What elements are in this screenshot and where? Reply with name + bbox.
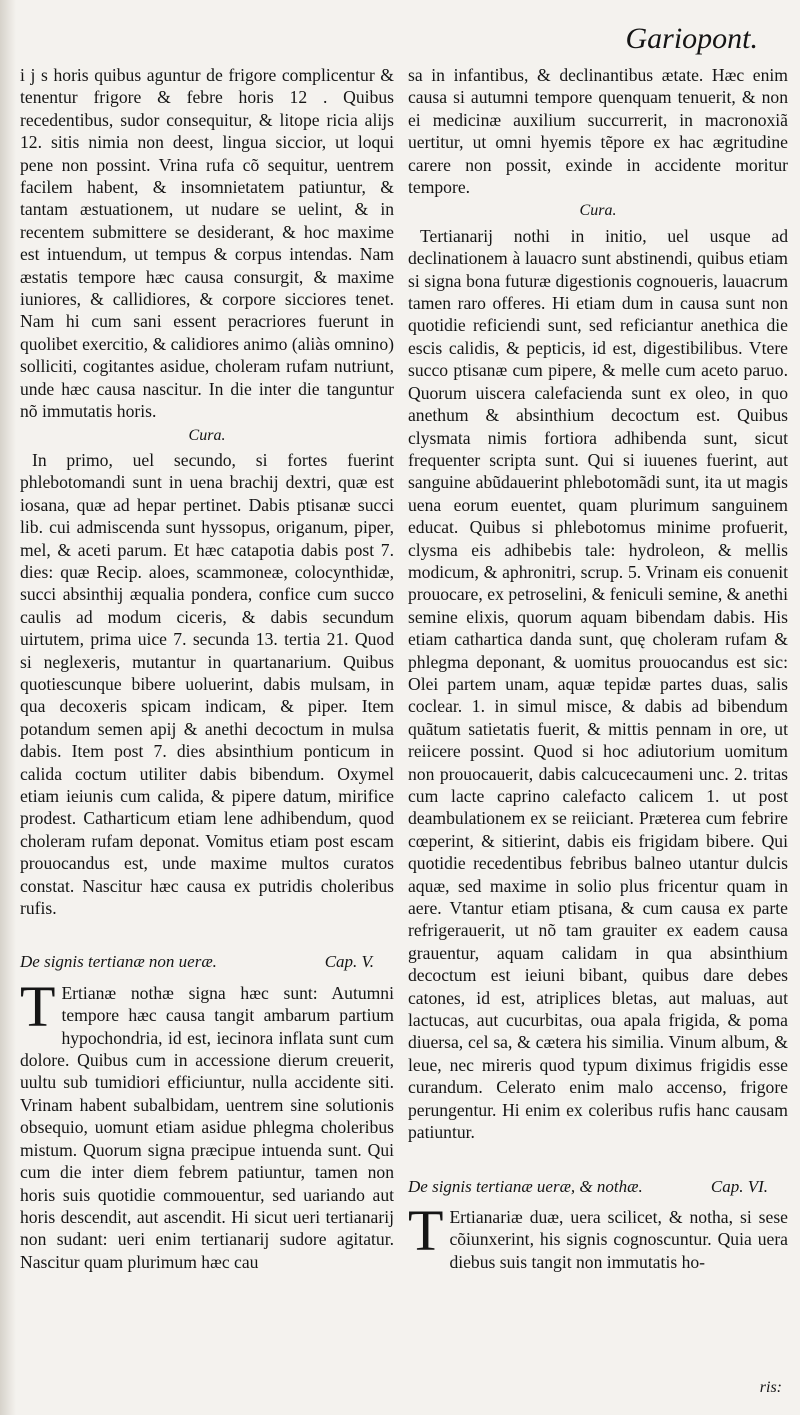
chapter-5-title: De signis tertianæ non ueræ. (20, 952, 217, 972)
drop-cap-letter: T (408, 1197, 444, 1263)
chapter-6-body (408, 1197, 788, 1273)
left-paragraph-1: i j s horis quibus aguntur de frigore complicentur & tenentur frigore & febre horis 12 . Quibus recedentibus, sudor consequitur, & litope ricia alijs 12. sitis nimia non deest, lingua siccior, ut loqui pene non possint. Vrina rufa cõ sequitur, uentrem facilem habent, & insomnietatem patiuntur, & tantam æstuationem, ut nudare se uelint, & in recentem submittere se desiderant, & hoc maxime est intuendum, ut tempus & corpus intendas. Nam æstatis tempore hæc causa consurgit, & maxime iuniores, & callidiores, & corpore sicciores tenet. Nam hi cum sani essent peracriores fuerunt in quolibet exercitio, & calidiores animo (aliàs omnino) solliciti, cogitantes asidue, choleram rufam nutriunt, unde hæc causa nascitur. In die inter die tanguntur nõ immutatis horis. (20, 65, 394, 422)
right-paragraph-3: Ertianariæ duæ, uera scilicet, & notha, si sese cõiunxerint, his signis cognoscuntur. Quia uera diebus suis tangit non immutatis ho- (449, 1206, 788, 1272)
chapter-5-body (20, 973, 394, 1273)
left-paragraph-3: Ertianæ nothæ signa hæc sunt: Autumni tempore hæc causa tangit ambarum partium hypochondria, id est, iecinora inflata sunt cum dolore. Quibus cum in accessione dierum creuerit, uultu sub tumidiori efficiuntur, nulla accidente siti. Vrinam habent subalbidam, uentrem sine solutionis obsequio, uomunt etiam asidue phlegma choleribus mistum. Quorum signa præcipue intuenda sunt. Qui cum die inter diem febrem patiuntur, tamen non horis suis quotidie commouentur, sed uariando aut horis descendit, aut ascendit. Hi sicut ueri tertianarij non sudant: ueri enim tertianarij sudore agitatur. Nascitur quam plurimum hæc cau (20, 982, 394, 1272)
left-column (20, 64, 394, 1273)
drop-cap-letter: T (20, 973, 56, 1039)
page-gutter-shadow (0, 0, 16, 1415)
chapter-5-heading (20, 951, 394, 973)
right-column (408, 64, 788, 1273)
chapter-6-number: Cap. VI. (710, 1176, 768, 1196)
catchword: ris: (759, 1379, 782, 1396)
running-head: Gariopont. (625, 22, 758, 55)
right-cura-heading: Cura. (579, 202, 617, 220)
left-cura-heading: Cura. (188, 426, 226, 444)
left-paragraph-2: In primo, uel secundo, si fortes fuerint phlebotomandi sunt in uena brachij dextri, quæ est iosana, quæ ad hepar pertinet. Dabis ptisanæ succi lib. cui admiscenda sunt hyssopus, origanum, piper, mel, & aceti parum. Et hæc catapotia dabis post 7. dies: quæ Recip. aloes, scammoneæ, colocynthidæ, succi absinthij æqualia pondera, confice cum succo caulis ad modum ciceris, & dabis secundum uirtutem, prima uice 7. secunda 13. tertia 21. Quod si neglexeris, mutantur in quartanarium. Quibus quotiescunque bibere uoluerint, dabis mulsam, in qua decoxeris spicam indicam, & piper. Item potandum semen apij & anethi decoctum in mulsa dabis. Item post 7. dies absinthium ponticum in calida coctum utiliter dabis bibendum. Oxymel etiam ieiunis cum calida, & pipere datum, mirifice prodest. Catharticum etiam lene adhibendum, quod choleram rufam deponat. Vomitus etiam post escam prouocandus est, unde maxime multos curatos constat. Nascitur hæc causa ex putridis choleribus rufis. (20, 449, 394, 919)
right-paragraph-1: sa in infantibus, & declinantibus ætate. Hæc enim causa si autumni tempore quenquam tenuerit, & non ei medicinæ auxilium succurrerit, in macronoxiã uertitur, ut omni hyemis tẽpore ex hac ægritudine carere non possit, exinde in accidente moritur tempore. (408, 65, 788, 198)
chapter-6-title: De signis tertianæ ueræ, & nothæ. (408, 1176, 643, 1196)
right-paragraph-2: Tertianarij nothi in initio, uel usque ad declinationem à lauacro sunt abstinendi, quibus etiam si signa bona futuræ digestionis cognoueris, lauacrum tamen raro offeres. Hi etiam dum in causa sunt non quotidie reficiendi sunt, sed reficiantur anethica die escis calidis, & pepticis, id est, digestibilibus. Vtere succo ptisanæ cum pipere, & melle cum aceto paruo. Quorum uiscera calefacienda sunt ex oleo, in quo anethum & absinthium decoctum est. Quibus clysmata nimis fortiora adhibenda sunt, sicut frequenter scripta sunt. Qui si iuuenes fuerint, aut sanguine abũdauerint phlebotomãdi sunt, ita ut magis uena eorum euentet, quam plurimum sanguinem educat. Quibus si phlebotomus minime profuerit, clysma eis adhibebis tale: hydroleon, & mellis modicum, & aphronitri, scrup. 5. Vrinam eis conuenit prouocare, ex petroselini, & feniculi semine, & anethi semine elixis, quorum aquam bibendam dabis. His etiam cathartica danda sunt, quę choleram rufam & phlegma deponant, & uomitus prouocandus est sic: Olei partem unam, aquæ tepidæ partes duas, salis coclear. 1. in simul misce, & dabis ad bibendum quãtum satietatis fuerit, & mittis pennam in ore, ut reiicere possint. Quod si hoc adiutorium uomitum non prouocauerit, dabis calcucecaumeni unc. 2. tritas cum lacte caprino calefacto calicem 1. ut post deambulationem ex se reiiciant. Præterea cum febrire cœperint, & sitierint, dabis eis frigidam bibere. Qui quotidie recedentibus febribus balneo utantur dulcis aquæ, sed maxime in solio plus fricentur quam in aere. Vtantur etiam ptisana, & cum causa ex parte refrigerauerit, ut nõ tam grauiter ex eadem causa grauentur, aquam calidam in qua absinthium decoctum est ieiuni bibant, quibus dare debes catones, id est, atriplices bletas, aut maluas, aut lactucas, aut cucurbitas, oua apala frigida, & poma diuersa, cel sa, & cætera his similia. Vinum album, & leue, nec mireris quod typum diximus frigidis esse curandum. Celerato enim malo accenso, frigore perungentur. Hi enim ex coleribus rufis hanc causam patiuntur. (408, 225, 788, 1143)
chapter-5-number: Cap. V. (324, 952, 374, 972)
chapter-6-heading (408, 1176, 788, 1198)
